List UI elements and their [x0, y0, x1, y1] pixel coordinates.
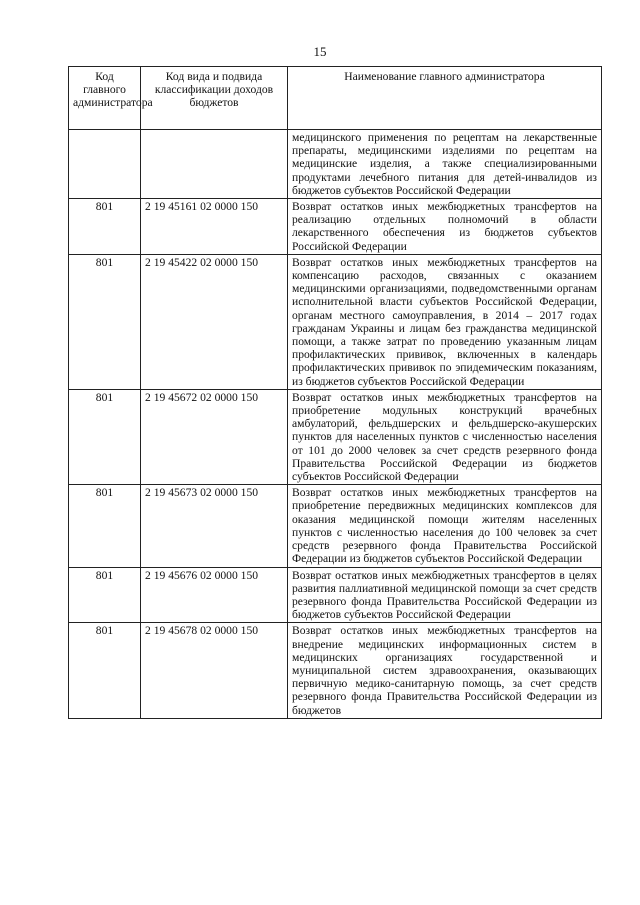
row-admin-code: 801: [69, 254, 141, 389]
row-revenue-code: 2 19 45161 02 0000 150: [141, 199, 288, 255]
row-administrator-name: Возврат остатков иных межбюджетных трансфертов на внедрение медицинских информационных систем в медицинских организациях государственной и муниципальной систем здравоохранения, оказывающих первичную медико-санитарную помощь, за счет средств резервного фонда Правительства Российской Федерации из бюджетов: [288, 623, 602, 718]
table-row: [69, 130, 602, 199]
row-revenue-code: 2 19 45676 02 0000 150: [141, 567, 288, 623]
table-row: [69, 623, 602, 718]
row-revenue-code: 2 19 45422 02 0000 150: [141, 254, 288, 389]
page-number: 15: [313, 44, 327, 59]
row-revenue-code: 2 19 45673 02 0000 150: [141, 485, 288, 567]
row-admin-code: [69, 130, 141, 199]
row-admin-code: 801: [69, 567, 141, 623]
row-administrator-name: Возврат остатков иных межбюджетных трансфертов на приобретение модульных конструкций врачебных амбулаторий, фельдшерских и фельдшерско-акушерских пунктов для населенных пунктов с численностью населения от 101 до 2000 человек за счет средств резервного фонда Правительства Российской Федерации из бюджетов субъектов Российской Федерации: [288, 389, 602, 484]
row-admin-code: 801: [69, 199, 141, 255]
row-revenue-code: 2 19 45678 02 0000 150: [141, 623, 288, 718]
revenue-administrators-table: [68, 66, 602, 719]
header-administrator-name: Наименование главного администратора: [288, 67, 602, 130]
row-administrator-name: Возврат остатков иных межбюджетных трансфертов в целях развития паллиативной медицинской помощи за счет средств резервного фонда Правительства Российской Федерации из бюджетов субъектов Российской Федерации: [288, 567, 602, 623]
header-admin-code: Код главного администратора: [69, 67, 141, 130]
row-administrator-name: Возврат остатков иных межбюджетных трансфертов на компенсацию расходов, связанных с оказанием медицинскими организациями, подведомственными органам исполнительной власти субъектов Российской Федерации, органам местного самоуправления, в 2014 – 2017 годах гражданам Украины и лицам без гражданства медицинской помощи, а также затрат по проведению указанным лицам профилактических прививок, включенных в календарь профилактических прививок по эпидемическим показаниям, из бюджетов субъектов Российской Федерации: [288, 254, 602, 389]
row-revenue-code: 2 19 45672 02 0000 150: [141, 389, 288, 484]
row-admin-code: 801: [69, 623, 141, 718]
row-administrator-name: медицинского применения по рецептам на лекарственные препараты, медицинскими изделиями по рецептам на медицинские изделия, а также специализированными продуктами лечебного питания для детей-инвалидов из бюджетов субъектов Российской Федерации: [288, 130, 602, 199]
row-administrator-name: Возврат остатков иных межбюджетных трансфертов на приобретение передвижных медицинских комплексов для оказания медицинской помощи жителям населенных пунктов с численностью населения до 100 человек за счет средств резервного фонда Правительства Российской Федерации из бюджетов субъектов Российской Федерации: [288, 485, 602, 567]
table-row: [69, 389, 602, 484]
table-row: [69, 485, 602, 567]
table-header-row: [69, 67, 602, 130]
table-row: [69, 567, 602, 623]
row-administrator-name: Возврат остатков иных межбюджетных трансфертов на реализацию отдельных полномочий в области лекарственного обеспечения из бюджетов субъектов Российской Федерации: [288, 199, 602, 255]
table-row: [69, 254, 602, 389]
header-revenue-classification-code: Код вида и подвида классификации доходов бюджетов: [141, 67, 288, 130]
row-admin-code: 801: [69, 389, 141, 484]
row-revenue-code: [141, 130, 288, 199]
row-admin-code: 801: [69, 485, 141, 567]
table-row: [69, 199, 602, 255]
